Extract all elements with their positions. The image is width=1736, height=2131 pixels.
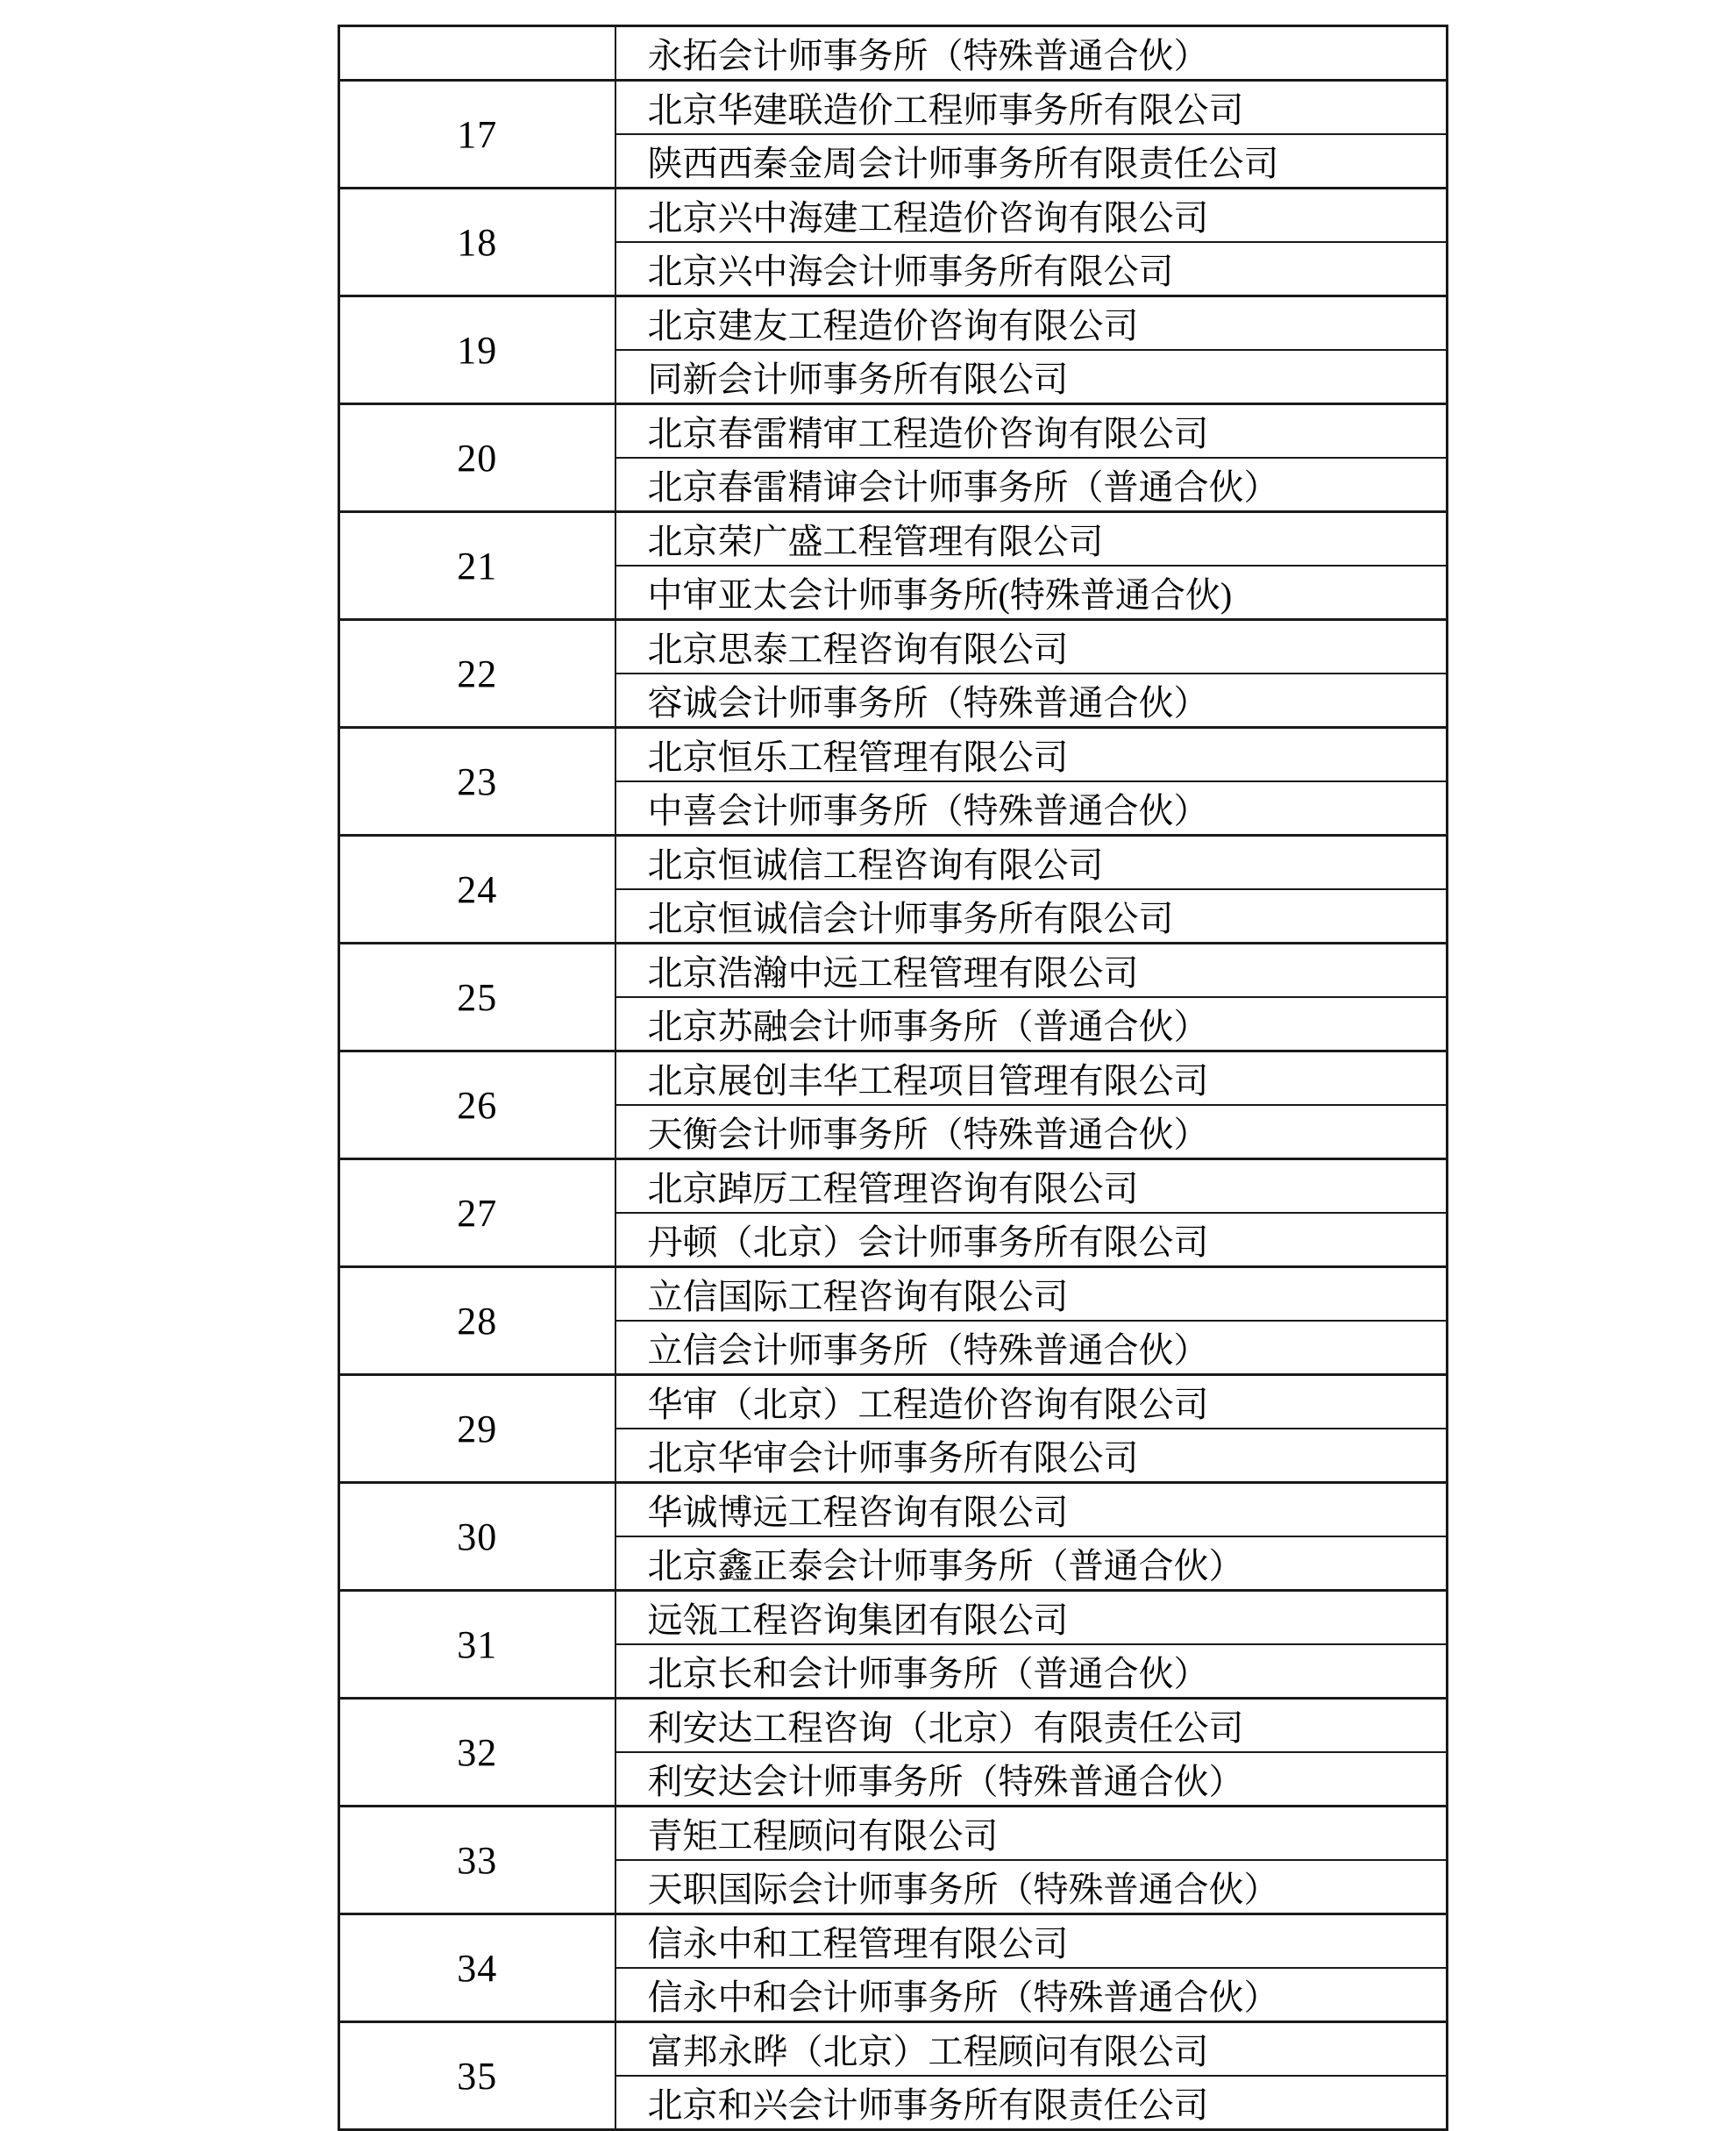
company-cell: 华诚博远工程咨询有限公司 [615,1483,1448,1537]
audit-firms-table-body [339,26,1448,2130]
table-row [339,728,1448,782]
table-row [339,1591,1448,1645]
table-row [339,836,1448,890]
company-cell: 同新会计师事务所有限公司 [615,350,1448,404]
company-cell: 远瓴工程咨询集团有限公司 [615,1591,1448,1645]
company-cell: 北京建友工程造价咨询有限公司 [615,296,1448,351]
company-cell: 北京春雷精审工程造价咨询有限公司 [615,404,1448,459]
company-cell: 北京思泰工程咨询有限公司 [615,620,1448,674]
table-row [339,1699,1448,1753]
company-cell: 北京浩瀚中远工程管理有限公司 [615,944,1448,998]
company-cell: 利安达工程咨询（北京）有限责任公司 [615,1699,1448,1753]
company-cell: 华审（北京）工程造价咨询有限公司 [615,1375,1448,1429]
company-cell: 北京荣广盛工程管理有限公司 [615,512,1448,567]
table-row [339,2022,1448,2077]
row-number-cell: 32 [339,1699,615,1807]
company-cell: 容诚会计师事务所（特殊普通合伙） [615,674,1448,728]
table-row [339,1051,1448,1106]
table-row [339,1483,1448,1537]
table-row [339,1807,1448,1861]
row-number-cell: 28 [339,1267,615,1375]
row-number-cell-empty [339,26,615,81]
company-cell: 北京春雷精谉会计师事务所（普通合伙） [615,458,1448,512]
company-cell: 北京恒乐工程管理有限公司 [615,728,1448,782]
company-cell: 北京展创丰华工程项目管理有限公司 [615,1051,1448,1106]
company-cell: 北京华建联造价工程师事务所有限公司 [615,81,1448,135]
row-number-cell: 19 [339,296,615,404]
company-cell: 北京兴中海会计师事务所有限公司 [615,242,1448,296]
table-row [339,944,1448,998]
row-number-cell: 20 [339,404,615,512]
company-cell: 北京苏融会计师事务所（普通合伙） [615,997,1448,1051]
company-cell: 丹顿（北京）会计师事务所有限公司 [615,1213,1448,1267]
company-cell: 信永中和工程管理有限公司 [615,1914,1448,1969]
table-row [339,1375,1448,1429]
table-row [339,512,1448,567]
company-cell: 北京恒诚信会计师事务所有限公司 [615,889,1448,944]
row-number-cell: 22 [339,620,615,728]
company-cell: 北京恒诚信工程咨询有限公司 [615,836,1448,890]
table-row [339,189,1448,243]
table-row [339,620,1448,674]
company-cell: 富邦永晔（北京）工程顾问有限公司 [615,2022,1448,2077]
row-number-cell: 33 [339,1807,615,1914]
table-row [339,1267,1448,1322]
company-cell: 北京长和会计师事务所（普通合伙） [615,1644,1448,1699]
row-number-cell: 17 [339,81,615,189]
company-cell: 信永中和会计师事务所（特殊普通合伙） [615,1968,1448,2022]
row-number-cell: 31 [339,1591,615,1699]
row-number-cell: 18 [339,189,615,296]
table-row [339,1159,1448,1214]
row-number-cell: 23 [339,728,615,836]
company-cell: 北京踔厉工程管理咨询有限公司 [615,1159,1448,1214]
company-cell: 利安达会计师事务所（特殊普通合伙） [615,1752,1448,1807]
row-number-cell: 27 [339,1159,615,1267]
row-number-cell: 25 [339,944,615,1051]
table-row [339,81,1448,135]
company-cell: 北京华审会计师事务所有限公司 [615,1429,1448,1483]
row-number-cell: 30 [339,1483,615,1591]
audit-firms-table [338,25,1448,2131]
row-number-cell: 21 [339,512,615,620]
company-cell: 陕西西秦金周会计师事务所有限责任公司 [615,134,1448,189]
row-number-cell: 35 [339,2022,615,2130]
table-row-carryover [339,26,1448,81]
table-row [339,296,1448,351]
row-number-cell: 34 [339,1914,615,2022]
table-row [339,404,1448,459]
company-cell: 北京鑫正泰会计师事务所（普通合伙） [615,1536,1448,1591]
company-cell: 永拓会计师事务所（特殊普通合伙） [615,26,1448,81]
company-cell: 中审亚太会计师事务所(特殊普通合伙) [615,566,1448,620]
company-cell: 立信国际工程咨询有限公司 [615,1267,1448,1322]
company-cell: 天衡会计师事务所（特殊普通合伙） [615,1105,1448,1159]
company-cell: 北京兴中海建工程造价咨询有限公司 [615,189,1448,243]
row-number-cell: 29 [339,1375,615,1483]
company-cell: 天职国际会计师事务所（特殊普通合伙） [615,1860,1448,1914]
company-cell: 青矩工程顾问有限公司 [615,1807,1448,1861]
company-cell: 立信会计师事务所（特殊普通合伙） [615,1321,1448,1375]
company-cell: 中喜会计师事务所（特殊普通合伙） [615,781,1448,836]
company-cell: 北京和兴会计师事务所有限责任公司 [615,2076,1448,2130]
row-number-cell: 26 [339,1051,615,1159]
table-row [339,1914,1448,1969]
row-number-cell: 24 [339,836,615,944]
